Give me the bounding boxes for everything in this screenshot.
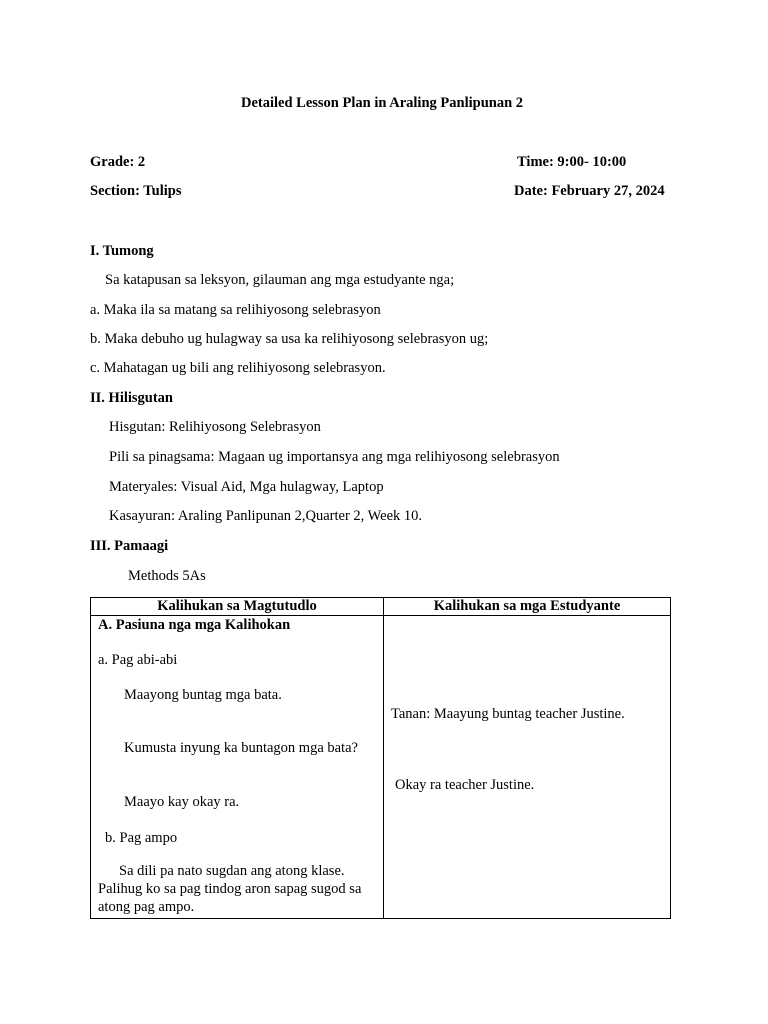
time-field: Time: 9:00- 10:00 <box>517 154 627 170</box>
teacher-line: Maayo kay okay ra. <box>124 794 240 810</box>
teacher-activities-cell <box>91 616 384 919</box>
grade-field: Grade: 2 <box>90 154 146 170</box>
greeting-label: a. Pag abi-abi <box>98 652 178 668</box>
student-reply: Okay ra teacher Justine. <box>395 777 535 793</box>
prayer-text: Sa dili pa nato sugdan ang atong klase. Palihug ko sa pag tindog aron sapag sugod sa atong pag ampo. <box>98 863 362 915</box>
table-row <box>91 616 671 919</box>
subject-value: Pili sa pinagsama: Magaan ug importansya ang mga relihiyosong selebrasyon <box>109 449 560 465</box>
objective-item: b. Maka debuho ug hulagway sa usa ka relihiyosong selebrasyon ug; <box>90 331 489 347</box>
teacher-line: Maayong buntag mga bata. <box>124 687 282 703</box>
objectives-intro: Sa katapusan sa leksyon, gilauman ang mga estudyante nga; <box>105 272 455 288</box>
page-title: Detailed Lesson Plan in Araling Panlipunan 2 <box>241 95 524 111</box>
objectives-heading: I. Tumong <box>90 243 154 259</box>
procedure-heading: III. Pamaagi <box>90 538 169 554</box>
teacher-column-header: Kalihukan sa Magtutudlo <box>91 598 384 616</box>
date-field: Date: February 27, 2024 <box>514 183 665 199</box>
subject-topic: Hisgutan: Relihiyosong Selebrasyon <box>109 419 321 435</box>
table-header-row <box>91 598 671 616</box>
objective-item: a. Maka ila sa matang sa relihiyosong selebrasyon <box>90 302 381 318</box>
teacher-line: Kumusta inyung ka buntagon mga bata? <box>124 740 358 756</box>
subject-materials: Materyales: Visual Aid, Mga hulagway, Laptop <box>109 479 384 495</box>
section-a-title: A. Pasiuna nga mga Kalihokan <box>98 617 291 633</box>
student-reply: Tanan: Maayung buntag teacher Justine. <box>391 706 625 722</box>
section-field: Section: Tulips <box>90 183 182 199</box>
lesson-activities-table <box>90 597 671 919</box>
student-column-header: Kalihukan sa mga Estudyante <box>384 598 671 616</box>
prayer-label: b. Pag ampo <box>105 830 178 846</box>
subject-reference: Kasayuran: Araling Panlipunan 2,Quarter 2, Week 10. <box>109 508 423 524</box>
subject-matter-heading: II. Hilisgutan <box>90 390 173 406</box>
procedure-method: Methods 5As <box>128 568 206 584</box>
objective-item: c. Mahatagan ug bili ang relihiyosong selebrasyon. <box>90 360 386 376</box>
student-activities-cell <box>384 616 671 919</box>
